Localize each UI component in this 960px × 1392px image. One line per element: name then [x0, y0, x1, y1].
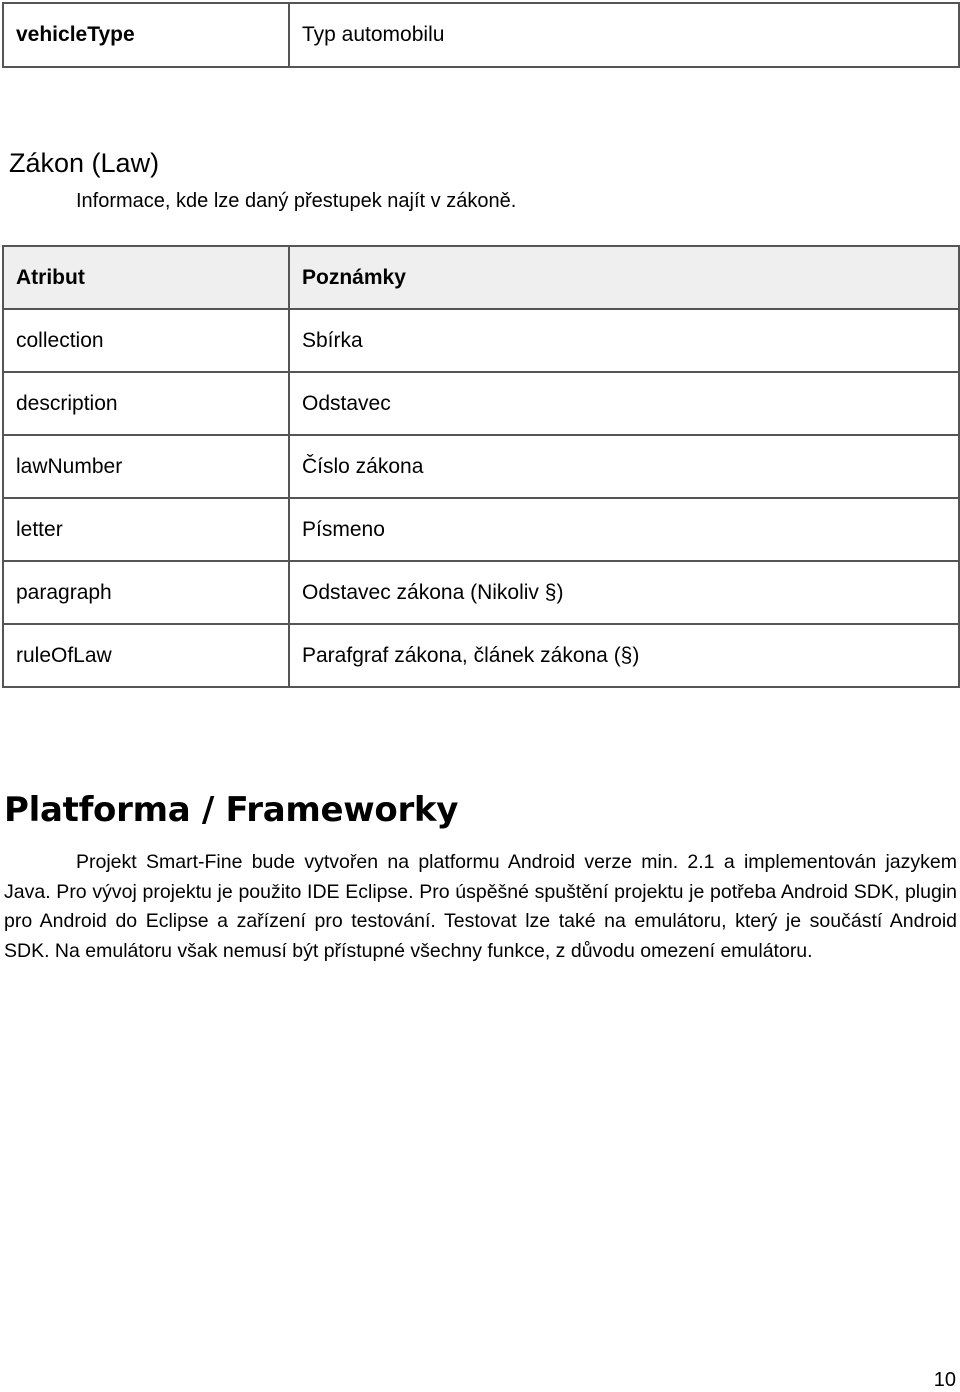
- table-row: [3, 3, 959, 67]
- attribute-note-cell: Číslo zákona: [289, 435, 959, 498]
- law-section-description: Informace, kde lze daný přestupek najít v zákoně.: [76, 190, 517, 212]
- table-row: [3, 372, 959, 435]
- attribute-name-cell: vehicleType: [3, 3, 289, 67]
- law-attribute-table: [2, 245, 960, 688]
- attribute-note-cell: Sbírka: [289, 309, 959, 372]
- table-row: [3, 561, 959, 624]
- attribute-name-cell: letter: [3, 498, 289, 561]
- column-header-notes: Poznámky: [289, 246, 959, 309]
- attribute-name-cell: paragraph: [3, 561, 289, 624]
- table-row: [3, 624, 959, 687]
- attribute-note-cell: Typ automobilu: [289, 3, 959, 67]
- attribute-note-cell: Odstavec: [289, 372, 959, 435]
- attribute-note-cell: Odstavec zákona (Nikoliv §): [289, 561, 959, 624]
- platform-section-heading: Platforma / Frameworky: [4, 790, 459, 830]
- table-row: [3, 498, 959, 561]
- law-section-heading: Zákon (Law): [9, 148, 160, 178]
- platform-section-paragraph: Projekt Smart-Fine bude vytvořen na platformu Android verze min. 2.1 a implementován jazykem Java. Pro vývoj projektu je použito IDE Eclipse. Pro úspěšné spuštění projektu je potřeba Android SDK, plugin pro Android do Eclipse a zařízení pro testování. Testovat lze také na emulátoru, který je součástí Android SDK. Na emulátoru však nemusí být přístupné všechny funkce, z důvodu omezení emulátoru.: [4, 851, 957, 962]
- attribute-name-cell: ruleOfLaw: [3, 624, 289, 687]
- table-header-row: [3, 246, 959, 309]
- attribute-note-cell: Parafgraf zákona, článek zákona (§): [289, 624, 959, 687]
- page-number: 10: [933, 1369, 956, 1391]
- table-row: [3, 435, 959, 498]
- vehicle-attribute-table: [2, 2, 960, 68]
- attribute-name-cell: description: [3, 372, 289, 435]
- attribute-name-cell: lawNumber: [3, 435, 289, 498]
- attribute-note-cell: Písmeno: [289, 498, 959, 561]
- attribute-name-cell: collection: [3, 309, 289, 372]
- column-header-attribute: Atribut: [3, 246, 289, 309]
- table-row: [3, 309, 959, 372]
